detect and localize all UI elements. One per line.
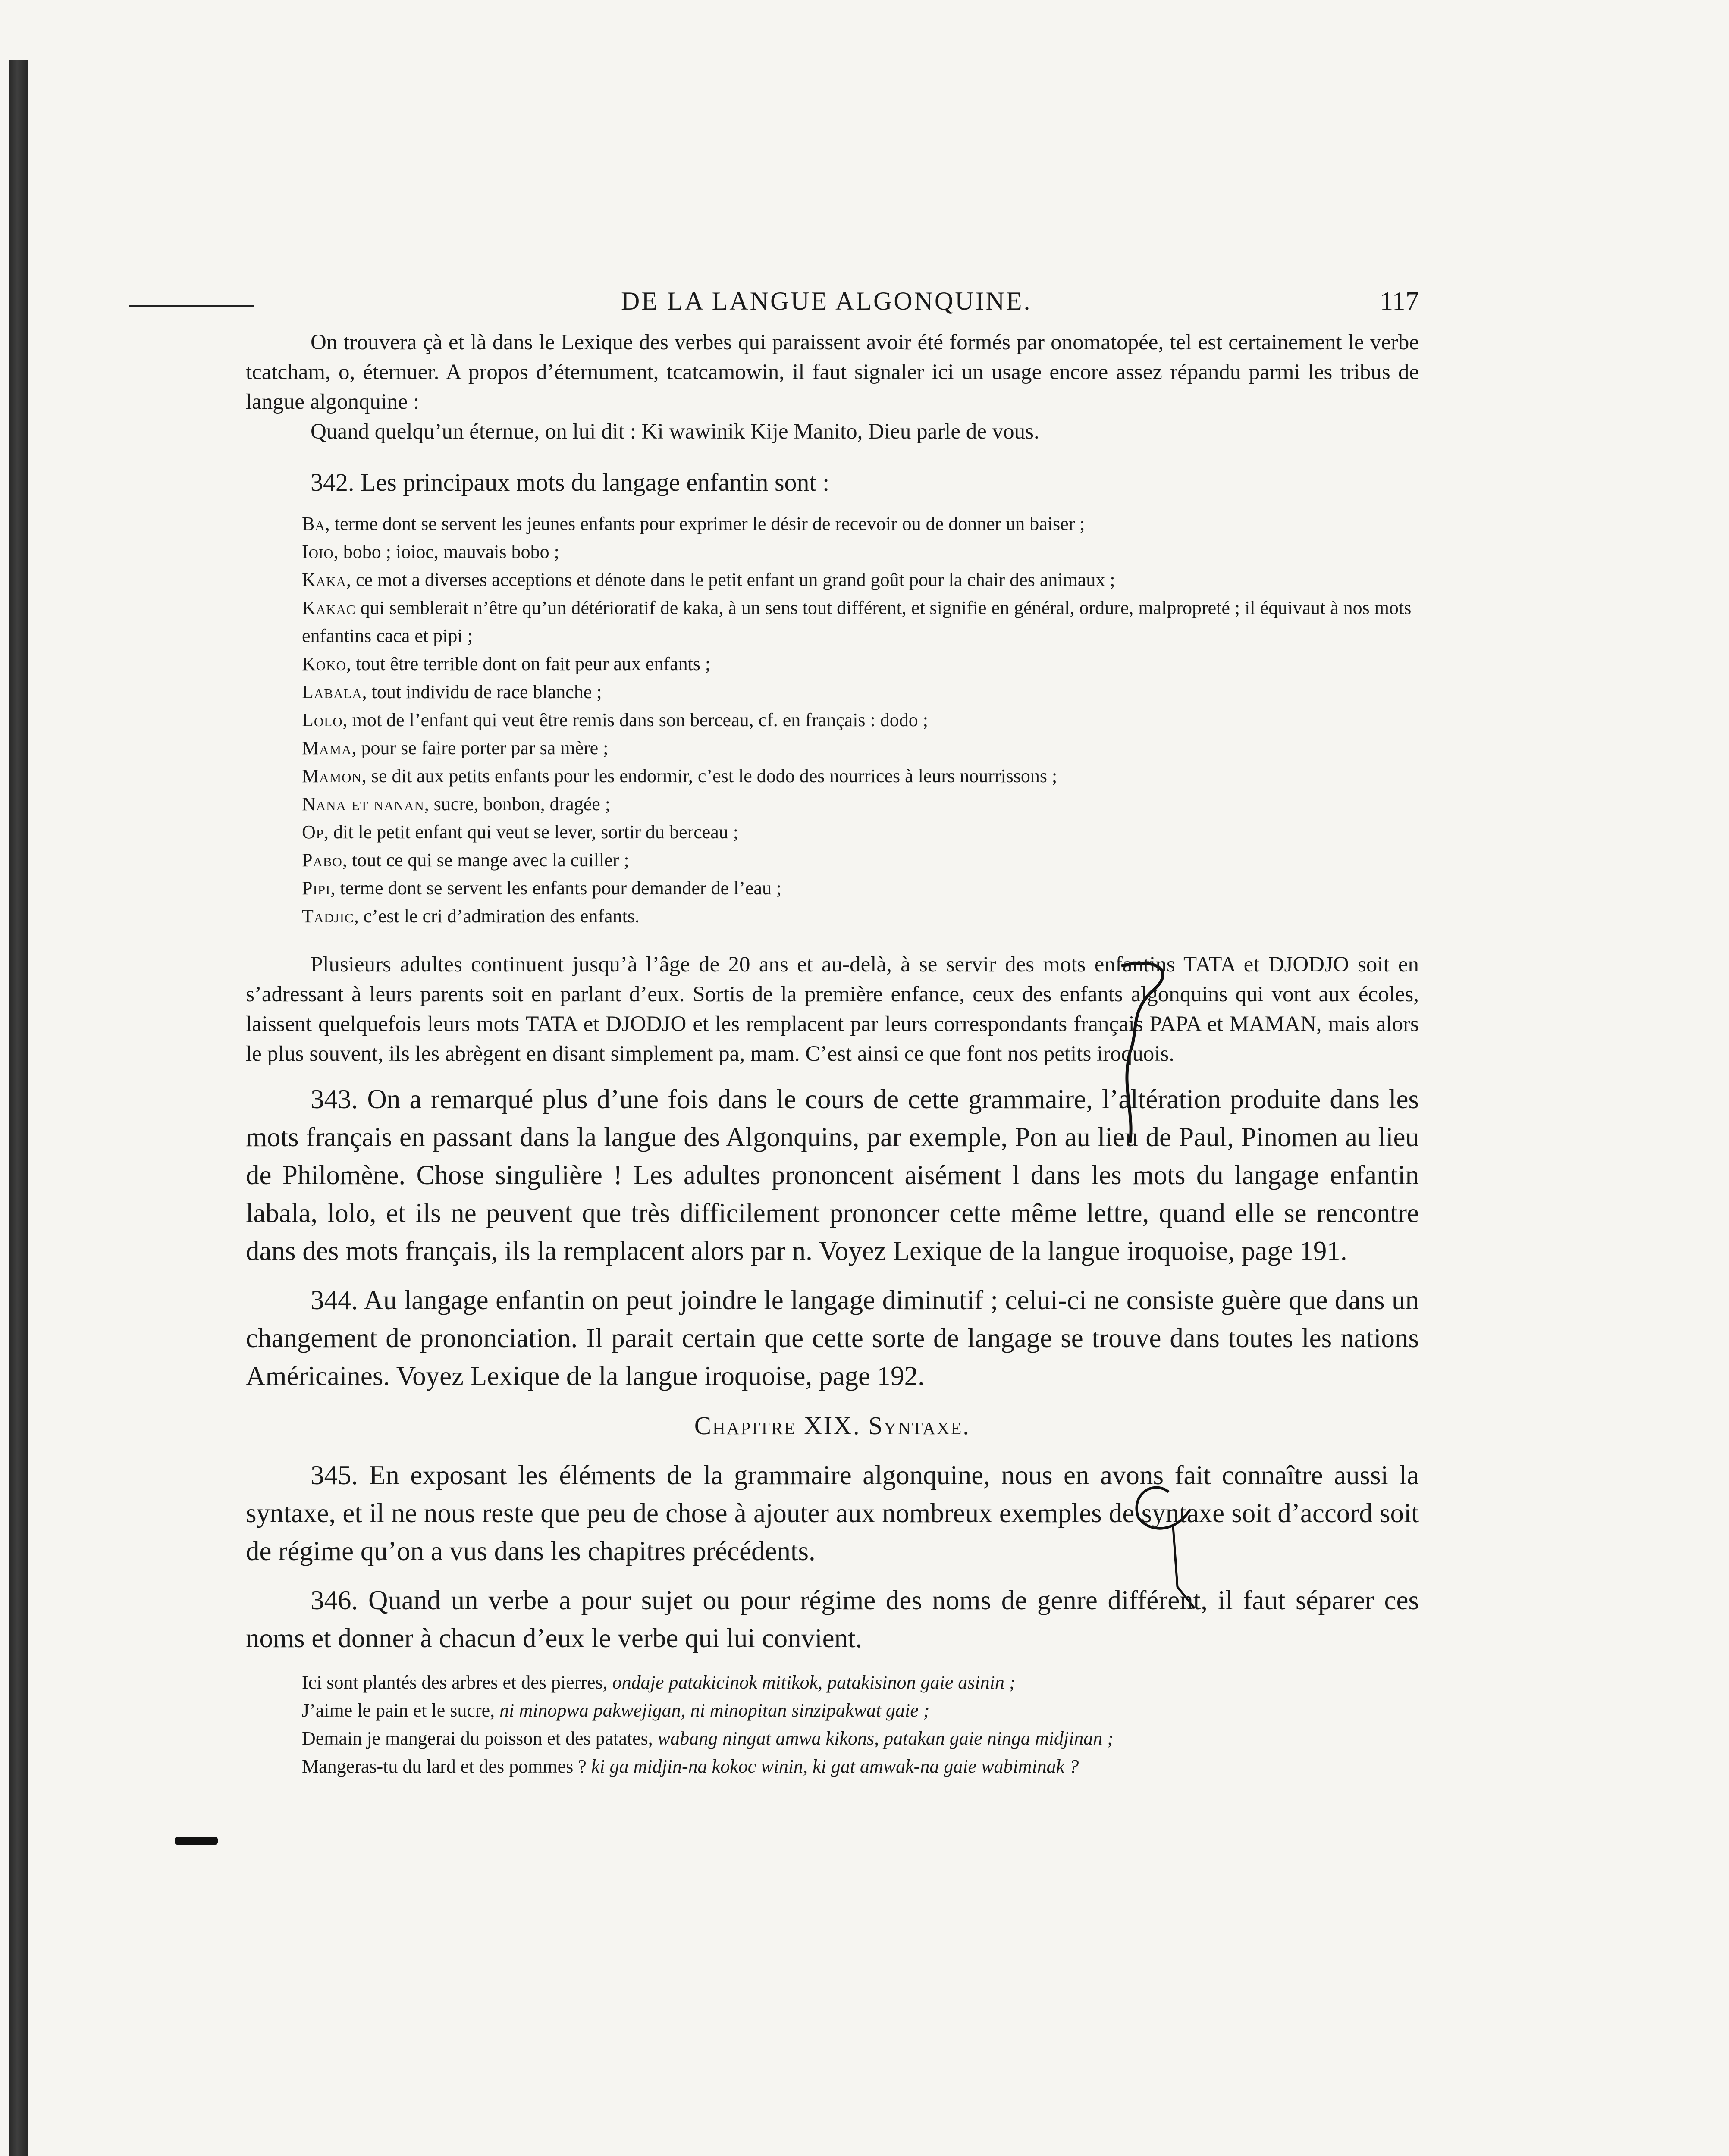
vocabulary-item xyxy=(246,566,1419,594)
example-french: Demain je mangerai du poisson et des patates, xyxy=(302,1728,653,1749)
vocab-definition: , tout individu de race blanche ; xyxy=(362,681,602,702)
vocab-definition: , ce mot a diverses acceptions et dénote dans le petit enfant un grand goût pour la chair des animaux ; xyxy=(346,569,1115,590)
section-344: 344. Au langage enfantin on peut joindre le langage diminutif ; celui-ci ne consiste guère que dans un changement de prononciation. Il parait certain que cette sorte de langage se trouve dans toutes les nations Américaines. Voyez Lexique de la langue iroquoise, page 192. xyxy=(246,1285,1419,1391)
section-342-heading: 342. Les principaux mots du langage enfantin sont : xyxy=(311,468,830,496)
example-item xyxy=(246,1696,1419,1724)
vocab-term: Kaka xyxy=(302,569,346,590)
binding-edge xyxy=(9,60,28,2156)
vocab-term: Op xyxy=(302,821,324,843)
vocab-term: Lolo xyxy=(302,709,343,730)
example-algonquin: ni minopwa pakwejigan, ni minopitan sinzipakwat gaie ; xyxy=(499,1700,930,1721)
vocabulary-item xyxy=(246,874,1419,902)
vocab-term: Kakac xyxy=(302,597,356,618)
example-french: J’aime le pain et le sucre, xyxy=(302,1700,495,1721)
vocabulary-item xyxy=(246,650,1419,678)
page-number: 117 xyxy=(1380,287,1419,316)
vocabulary-item xyxy=(246,706,1419,734)
vocabulary-list xyxy=(246,510,1419,930)
vocabulary-item xyxy=(246,902,1419,930)
vocab-term: Ba xyxy=(302,513,325,534)
vocab-definition: , sucre, bonbon, dragée ; xyxy=(424,793,611,815)
vocabulary-item xyxy=(246,818,1419,846)
vocab-term: Ioio xyxy=(302,541,334,562)
vocabulary-item xyxy=(246,594,1419,650)
vocab-definition: , bobo ; ioioc, mauvais bobo ; xyxy=(333,541,559,562)
vocab-definition: , terme dont se servent les enfants pour demander de l’eau ; xyxy=(330,877,782,899)
examples-list xyxy=(246,1668,1419,1780)
vocab-definition: qui semblerait n’être qu’un détérioratif de kaka, à un sens tout différent, et signifie en général, ordure, malpropreté ; il équivaut à nos mots enfantins caca et pipi ; xyxy=(302,597,1412,646)
example-algonquin: wabang ningat amwa kikons, patakan gaie ninga midjinan ; xyxy=(657,1728,1114,1749)
vocab-definition: , dit le petit enfant qui veut se lever, sortir du berceau ; xyxy=(324,821,739,843)
vocab-term: Tadjic xyxy=(302,906,354,927)
page-header xyxy=(246,267,1419,328)
vocab-definition: , tout ce qui se mange avec la cuiller ; xyxy=(342,849,629,871)
margin-mark xyxy=(175,1837,218,1845)
vocabulary-item xyxy=(246,678,1419,706)
vocab-definition: , c’est le cri d’admiration des enfants. xyxy=(354,906,640,927)
section-346: 346. Quand un verbe a pour sujet ou pour régime des noms de genre différent, il faut séparer ces noms et donner à chacun d’eux le verbe qui lui convient. xyxy=(246,1585,1419,1653)
vocab-term: Mamon xyxy=(302,765,362,787)
vocab-term: Pipi xyxy=(302,877,331,899)
example-french: Mangeras-tu du lard et des pommes ? xyxy=(302,1756,587,1777)
intro-paragraph: On trouvera çà et là dans le Lexique des verbes qui paraissent avoir été formés par onomatopée, tel est certainement le verbe tcatcham, o, éternuer. A propos d’éternument, tcatcamowin, il faut signaler ici un usage encore assez répandu parmi les tribus de langue algonquine : xyxy=(246,330,1419,414)
vocabulary-item xyxy=(246,762,1419,790)
example-algonquin: ki ga midjin-na kokoc winin, ki gat amwak-na gaie wabiminak ? xyxy=(591,1756,1079,1777)
vocabulary-item xyxy=(246,790,1419,818)
adults-paragraph: Plusieurs adultes continuent jusqu’à l’âge de 20 ans et au-delà, à se servir des mots enfantins TATA et DJODJO soit en s’adressant à leurs parents soit en parlant d’eux. Sortis de la première enfance, ceux des enfants algonquins qui vont aux écoles, laissent quelquefois leurs mots TATA et DJODJO et les remplacent par leurs correspondants français PAPA et MAMAN, mais alors le plus souvent, ils les abrègent en disant simplement pa, mam. C’est ainsi ce que font nos petits iroquois. xyxy=(246,953,1419,1066)
vocab-term: Koko xyxy=(302,653,346,674)
example-item xyxy=(246,1752,1419,1780)
example-item xyxy=(246,1668,1419,1696)
intro-quote: Quand quelqu’un éternue, on lui dit : Ki wawinik Kije Manito, Dieu parle de vous. xyxy=(311,420,1039,444)
vocab-definition: , mot de l’enfant qui veut être remis dans son berceau, cf. en français : dodo ; xyxy=(342,709,928,730)
vocabulary-item xyxy=(246,734,1419,762)
vocab-definition: , tout être terrible dont on fait peur aux enfants ; xyxy=(346,653,711,674)
margin-rule xyxy=(129,305,254,307)
vocab-definition: , terme dont se servent les jeunes enfants pour exprimer le désir de recevoir ou de donner un baiser ; xyxy=(325,513,1085,534)
vocab-term: Nana et nanan xyxy=(302,793,424,815)
section-345: 345. En exposant les éléments de la grammaire algonquine, nous en avons fait connaître aussi la syntaxe, et il ne nous reste que peu de chose à ajouter aux nombreux exemples de syntaxe soit d’accord soit de régime qu’on a vus dans les chapitres précédents. xyxy=(246,1460,1419,1566)
example-item xyxy=(246,1724,1419,1752)
vocab-term: Pabo xyxy=(302,849,342,871)
page-body xyxy=(246,267,1419,1780)
chapter-heading: Chapitre XIX. Syntaxe. xyxy=(694,1411,971,1440)
vocab-term: Mama xyxy=(302,737,352,758)
vocab-definition: , se dit aux petits enfants pour les endormir, c’est le dodo des nourrices à leurs nourrissons ; xyxy=(361,765,1057,787)
vocabulary-item xyxy=(246,510,1419,538)
vocabulary-item xyxy=(246,538,1419,566)
running-title: DE LA LANGUE ALGONQUINE. xyxy=(621,287,1032,315)
vocab-term: Labala xyxy=(302,681,362,702)
example-french: Ici sont plantés des arbres et des pierres, xyxy=(302,1672,608,1693)
vocab-definition: , pour se faire porter par sa mère ; xyxy=(351,737,609,758)
vocabulary-item xyxy=(246,846,1419,874)
example-algonquin: ondaje patakicinok mitikok, patakisinon gaie asinin ; xyxy=(612,1672,1016,1693)
section-343: 343. On a remarqué plus d’une fois dans le cours de cette grammaire, l’altération produite dans les mots français en passant dans la langue des Algonquins, par exemple, Pon au lieu de Paul, Pinomen au lieu de Philomène. Chose singulière ! Les adultes prononcent aisément l dans les mots du langage enfantin labala, lolo, et ils ne peuvent que très difficilement prononcer cette même lettre, quand elle se rencontre dans des mots français, ils la remplacent alors par n. Voyez Lexique de la langue iroquoise, page 191. xyxy=(246,1084,1419,1266)
